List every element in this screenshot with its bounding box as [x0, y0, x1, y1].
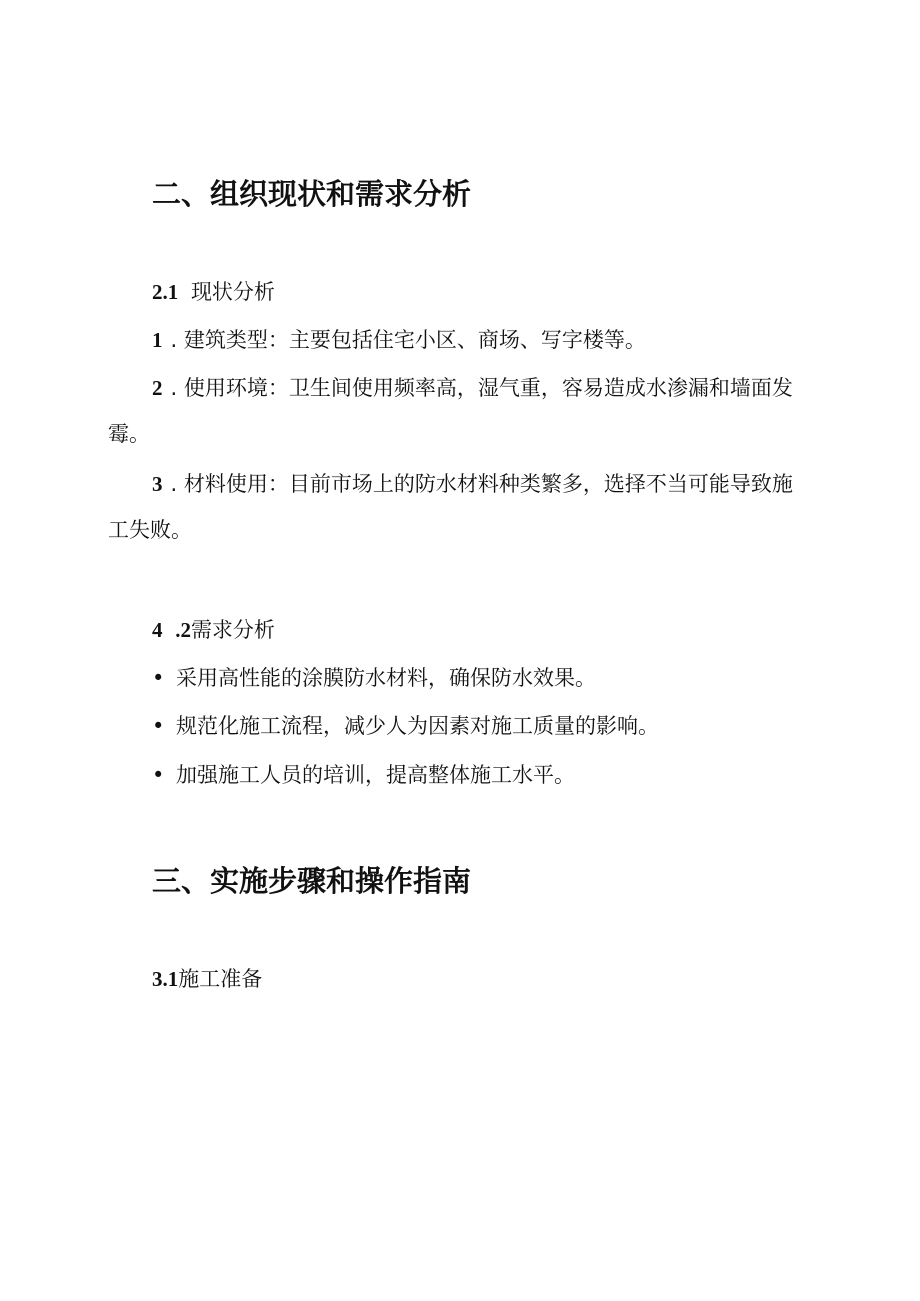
item-number: 3	[152, 472, 163, 496]
list-item	[108, 317, 808, 363]
section-2-heading: 二、组织现状和需求分析	[152, 177, 472, 211]
list-item	[152, 711, 659, 741]
bullet-icon: •	[152, 714, 165, 738]
list-item	[152, 760, 575, 790]
list-item	[152, 663, 596, 693]
item-number: 2	[152, 376, 163, 400]
item-number: 1	[152, 328, 163, 352]
item-text: . 建筑类型：主要包括住宅小区、商场、写字楼等。	[170, 328, 646, 352]
subsection-number: 3.1	[152, 967, 179, 991]
list-item	[108, 365, 808, 457]
subsection-title: 现状分析	[190, 280, 275, 304]
bullet-text: 加强施工人员的培训，提高整体施工水平。	[176, 763, 575, 787]
list-item	[108, 461, 808, 553]
subsection-3-1-heading	[152, 964, 262, 994]
item-text: . 材料使用：目前市场上的防水材料种类繁多，选择不当可能导致施工失败。	[108, 472, 793, 542]
bullet-icon: •	[152, 763, 165, 787]
bullet-icon: •	[152, 666, 165, 690]
section-3-heading: 三、实施步骤和操作指南	[152, 864, 472, 898]
subsection-title: 需求分析	[190, 618, 275, 642]
subsection-2-2-heading	[152, 615, 275, 645]
subsection-number: 4	[152, 618, 163, 642]
bullet-text: 采用高性能的涂膜防水材料，确保防水效果。	[176, 666, 596, 690]
subsection-title: 施工准备	[178, 967, 263, 991]
subsection-2-1-heading	[152, 277, 275, 307]
subsection-number: 2.1	[152, 280, 179, 304]
bullet-text: 规范化施工流程，减少人为因素对施工质量的影响。	[176, 714, 659, 738]
item-text: . 使用环境：卫生间使用频率高，湿气重，容易造成水渗漏和墙面发霉。	[108, 376, 793, 446]
subsection-number-suffix: .2	[175, 618, 191, 642]
